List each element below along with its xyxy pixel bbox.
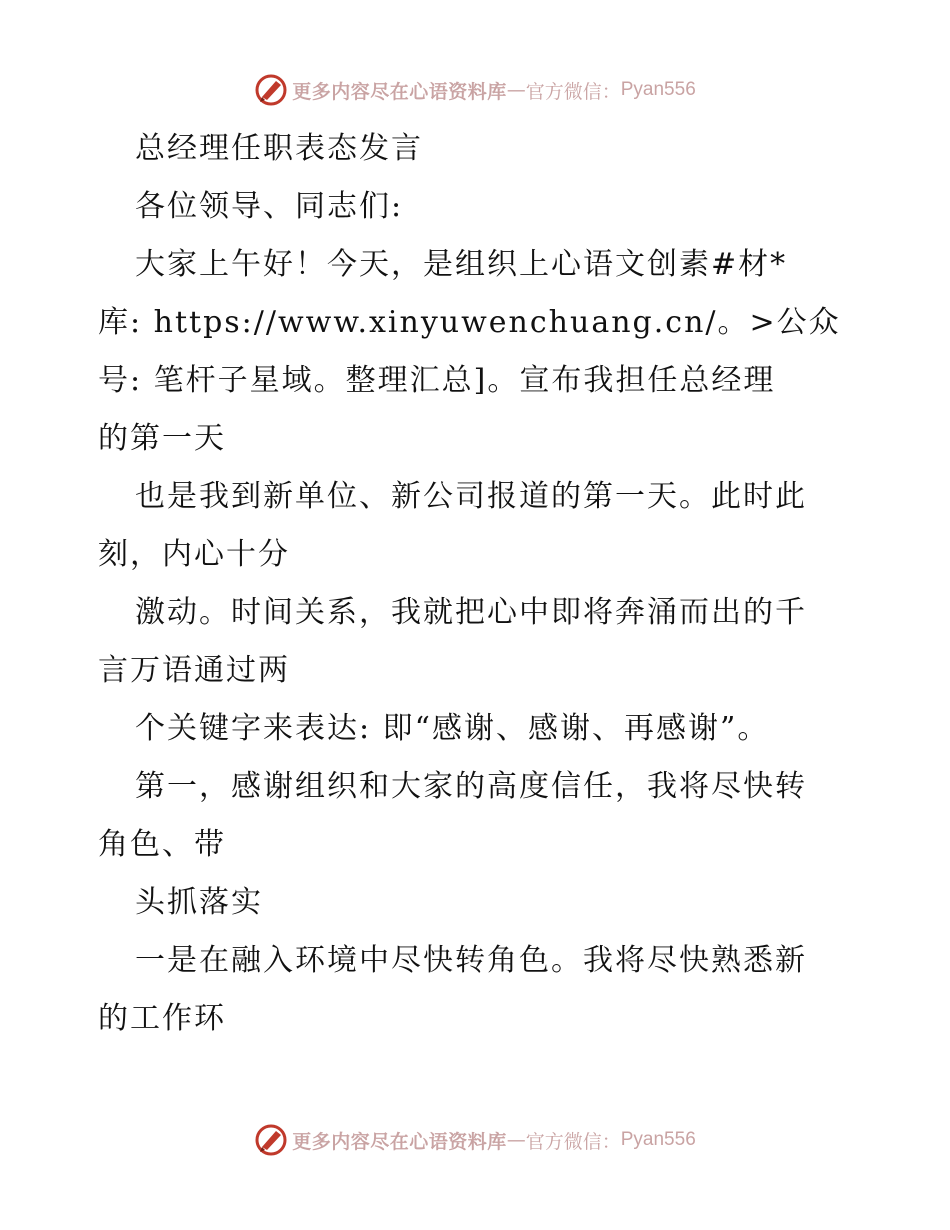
document-title: 总经理任职表态发言 — [135, 131, 423, 166]
paragraph-line: 头抓落实 — [135, 885, 263, 920]
paragraph-line: 库: https://www.xinyuwenchuang.cn/。>公众 — [98, 305, 841, 340]
salutation: 各位领导、同志们: — [135, 189, 404, 224]
paragraph-line: 激动。时间关系，我就把心中即将奔涌而出的千 — [135, 595, 807, 630]
header-wechat-label: 官方微信： — [525, 80, 621, 103]
paragraph-line: 的工作环 — [98, 1001, 226, 1036]
footer-dash: — — [506, 1129, 526, 1151]
footer-wechat-label: 官方微信： — [525, 1130, 621, 1153]
paragraph-line: 第一，感谢组织和大家的高度信任，我将尽快转 — [135, 769, 807, 804]
document-body — [98, 120, 858, 1048]
pen-logo-icon — [254, 73, 288, 107]
header-wechat-id: Pyan556 — [620, 79, 696, 100]
footer-wechat-id: Pyan556 — [620, 1129, 696, 1150]
paragraph-line: 言万语通过两 — [98, 653, 290, 688]
paragraph-line: 大家上午好！今天，是组织上心语文创素#材* — [135, 247, 788, 282]
footer-banner — [0, 1120, 950, 1160]
paragraph-line: 个关键字来表达: 即“感谢、感谢、再感谢”。 — [135, 711, 770, 746]
paragraph-line: 一是在融入环境中尽快转角色。我将尽快熟悉新 — [135, 943, 807, 978]
paragraph-line: 号: 笔杆子星域。整理汇总]。宣布我担任总经理 — [98, 363, 776, 398]
header-dash: — — [506, 79, 526, 101]
pen-logo-icon — [254, 1123, 288, 1157]
paragraph-line: 也是我到新单位、新公司报道的第一天。此时此 — [135, 479, 807, 514]
paragraph-line: 角色、带 — [98, 827, 226, 862]
paragraph-line: 刻，内心十分 — [98, 537, 290, 572]
footer-slogan: 更多内容尽在心语资料库 — [292, 1130, 507, 1153]
header-slogan: 更多内容尽在心语资料库 — [292, 80, 507, 103]
header-banner — [0, 70, 950, 110]
paragraph-line: 的第一天 — [98, 421, 226, 456]
